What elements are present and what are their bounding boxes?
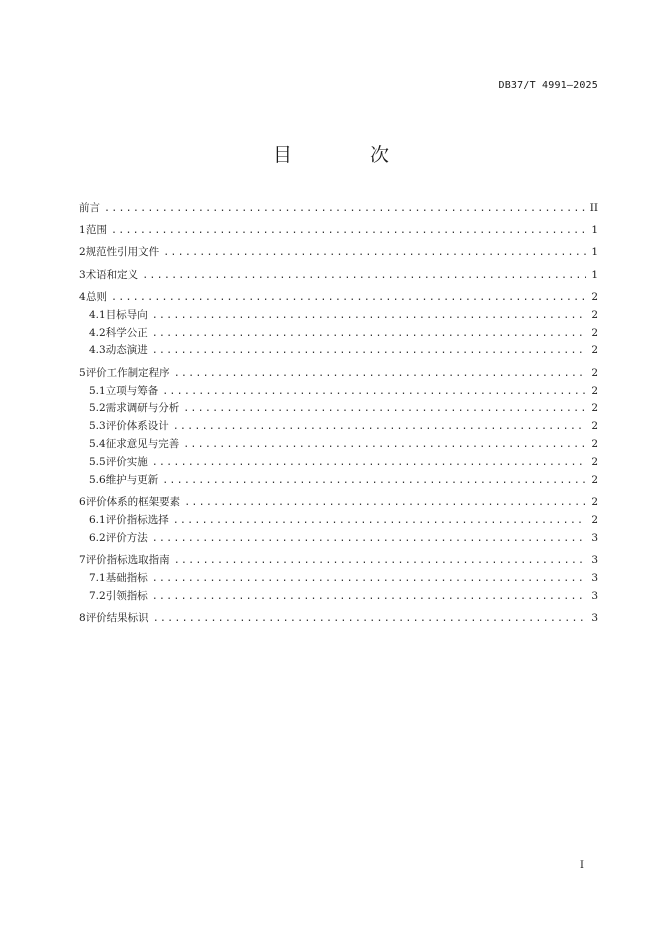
toc-entry-label: 评价实施 <box>105 456 148 469</box>
toc-entry[interactable] <box>79 383 598 401</box>
dot-leader <box>152 325 586 343</box>
toc-entry-label: 范围 <box>86 224 108 237</box>
dot-leader <box>162 472 586 490</box>
dot-leader <box>163 244 586 262</box>
table-of-contents <box>79 200 598 628</box>
dot-leader <box>174 365 586 383</box>
toc-entry[interactable] <box>79 267 598 285</box>
toc-entry-number: 5.4 <box>89 438 106 451</box>
toc-entry[interactable] <box>79 588 598 606</box>
toc-entry[interactable] <box>79 342 598 360</box>
toc-entry-label: 基础指标 <box>105 572 148 584</box>
toc-entry-number: 1 <box>79 224 86 237</box>
toc-entry[interactable] <box>79 454 598 472</box>
toc-entry[interactable] <box>79 222 598 240</box>
dot-leader <box>184 494 586 512</box>
toc-entry[interactable] <box>79 418 598 436</box>
toc-entry-number: 5 <box>79 366 86 379</box>
toc-entry-page: 2 <box>591 308 598 321</box>
toc-entry-label: 总则 <box>86 290 108 303</box>
toc-entry[interactable] <box>79 325 598 343</box>
toc-entry-page: 2 <box>591 384 598 397</box>
toc-entry-page: 2 <box>591 496 598 509</box>
toc-entry-page: 2 <box>591 438 598 451</box>
toc-entry-number: 7 <box>79 554 86 567</box>
toc-entry-number: 7.2 <box>89 589 106 602</box>
toc-entry-number: 6.1 <box>89 514 106 527</box>
toc-entry-label: 需求调研与分析 <box>105 402 180 415</box>
toc-entry-label: 引领指标 <box>105 589 148 602</box>
toc-entry-page: 2 <box>591 456 598 469</box>
toc-entry-label: 评价工作制定程序 <box>85 366 170 379</box>
toc-entry-label: 评价体系设计 <box>105 420 169 433</box>
toc-entry-number: 5.6 <box>89 473 106 486</box>
toc-title: 目 次 <box>272 144 426 166</box>
toc-entry-page: 2 <box>591 420 598 433</box>
toc-entry-label: 评价指标选择 <box>105 514 169 527</box>
toc-entry-label: 立项与筹备 <box>105 384 159 397</box>
toc-entry[interactable] <box>79 494 598 512</box>
dot-leader <box>152 588 586 606</box>
toc-entry-number: 5.3 <box>89 420 106 433</box>
dot-leader <box>162 383 586 401</box>
toc-entry-page: 2 <box>591 514 598 527</box>
toc-entry-number: 4 <box>79 290 86 303</box>
toc-entry[interactable] <box>79 307 598 325</box>
toc-entry-label: 科学公正 <box>105 326 148 339</box>
dot-leader <box>173 418 586 436</box>
toc-entry-label: 评价指标选取指南 <box>85 554 170 567</box>
toc-entry-label: 评价体系的框架要素 <box>85 496 181 509</box>
toc-entry-page: 1 <box>591 224 598 237</box>
dot-leader <box>104 200 586 218</box>
toc-entry[interactable] <box>79 365 598 383</box>
toc-entry-page: 2 <box>591 473 598 486</box>
toc-entry-label: 前言 <box>79 202 100 214</box>
toc-entry-page: 2 <box>591 344 598 357</box>
toc-entry-number: 3 <box>79 268 86 281</box>
toc-entry-label: 动态演进 <box>105 344 148 357</box>
toc-entry-label: 评价结果标识 <box>85 612 149 625</box>
toc-entry[interactable] <box>79 530 598 548</box>
toc-entry-number: 5.5 <box>89 456 106 469</box>
toc-entry[interactable] <box>79 472 598 490</box>
toc-entry[interactable] <box>79 244 598 262</box>
dot-leader <box>142 267 586 285</box>
toc-entry-label: 评价方法 <box>105 531 148 544</box>
toc-entry[interactable] <box>79 200 598 218</box>
toc-entry-number: 4.2 <box>89 326 106 339</box>
toc-entry-number: 2 <box>79 246 86 259</box>
toc-entry-label: 征求意见与完善 <box>105 438 180 451</box>
toc-entry-page: 3 <box>591 612 598 625</box>
toc-entry-page: 1 <box>591 268 598 281</box>
toc-entry-page: 2 <box>591 366 598 379</box>
toc-entry-number: 6.2 <box>89 531 106 544</box>
toc-entry-label: 规范性引用文件 <box>85 246 160 259</box>
toc-entry-page: 2 <box>591 402 598 415</box>
toc-entry-label: 术语和定义 <box>85 268 139 281</box>
toc-entry-number: 4.3 <box>89 344 106 357</box>
dot-leader <box>173 512 586 530</box>
toc-entry-label: 维护与更新 <box>105 473 159 486</box>
toc-entry[interactable] <box>79 400 598 418</box>
toc-entry[interactable] <box>79 512 598 530</box>
toc-entry[interactable] <box>79 436 598 454</box>
dot-leader <box>111 289 586 307</box>
dot-leader <box>183 400 586 418</box>
toc-entry-page: 3 <box>591 572 598 584</box>
toc-entry-number: 8 <box>79 612 86 625</box>
dot-leader <box>183 436 586 454</box>
toc-entry[interactable] <box>79 552 598 570</box>
toc-entry-number: 4.1 <box>89 308 106 321</box>
toc-entry-number: 5.2 <box>89 402 106 415</box>
dot-leader <box>152 307 586 325</box>
toc-entry[interactable] <box>79 570 598 588</box>
dot-leader <box>111 222 586 240</box>
toc-entry-page: 3 <box>591 554 598 567</box>
toc-entry-number: 7.1 <box>89 572 106 584</box>
toc-entry-number: 5.1 <box>89 384 106 397</box>
dot-leader <box>153 610 586 628</box>
dot-leader <box>152 570 586 588</box>
toc-entry-page: II <box>589 202 598 214</box>
toc-entry[interactable] <box>79 610 598 628</box>
toc-entry-page: 2 <box>591 290 598 303</box>
toc-entry-page: 1 <box>591 246 598 259</box>
toc-entry-label: 目标导向 <box>105 308 148 321</box>
page-number: I <box>580 860 584 871</box>
document-code: DB37/T 4991—2025 <box>498 80 598 91</box>
dot-leader <box>152 530 586 548</box>
toc-entry[interactable] <box>79 289 598 307</box>
dot-leader <box>152 454 586 472</box>
toc-entry-page: 3 <box>591 589 598 602</box>
toc-entry-page: 2 <box>591 326 598 339</box>
toc-entry-number: 6 <box>79 496 86 509</box>
dot-leader <box>174 552 586 570</box>
dot-leader <box>152 342 586 360</box>
toc-entry-page: 3 <box>591 531 598 544</box>
